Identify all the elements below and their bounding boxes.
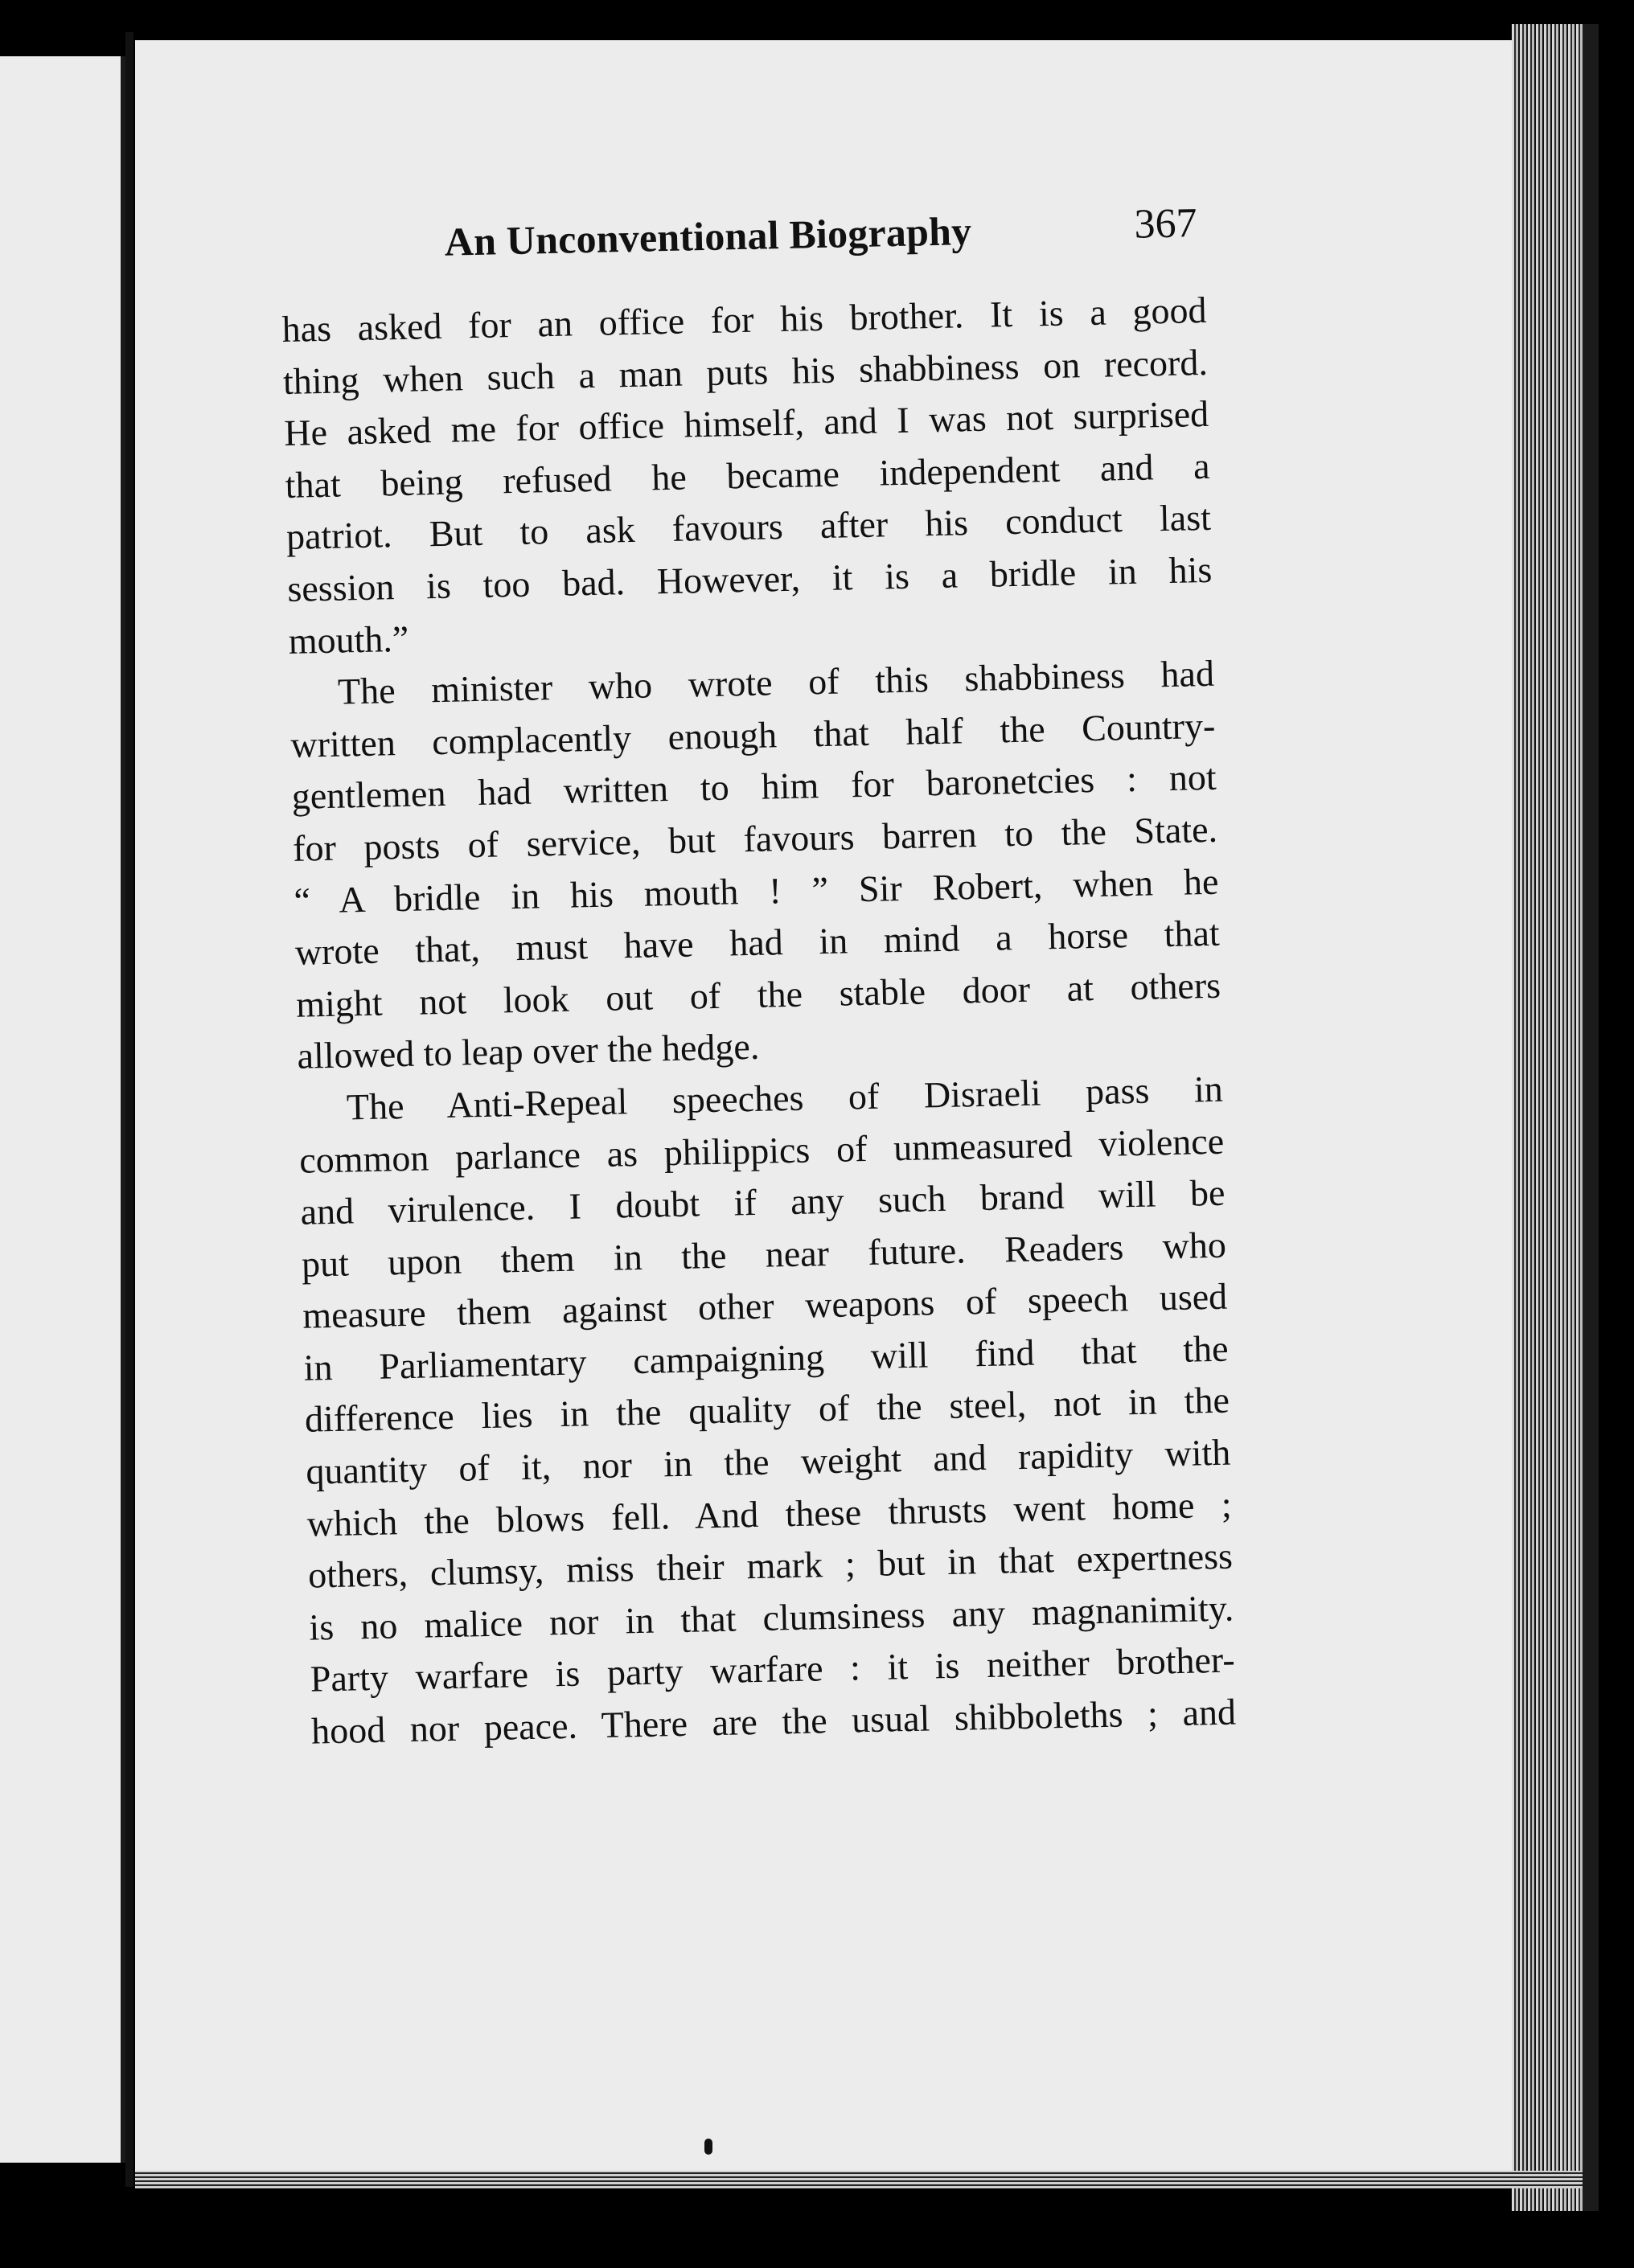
text-line: He asked me for office himself, and I was not surprised <box>283 393 1209 454</box>
text-line: allowed to leap over the hedge. <box>297 1026 760 1077</box>
text-line: thing when such a man puts his shabbiness on record. <box>282 341 1209 402</box>
text-line: mouth.” <box>288 617 409 662</box>
text-line: written complacently enough that half the Country- <box>289 704 1216 765</box>
book-gutter <box>125 32 133 2187</box>
text-line: measure them against other weapons of speech used <box>302 1275 1228 1336</box>
page-number: 367 <box>1133 200 1198 248</box>
text-line: session is too bad. However, it is a bridle in his <box>286 548 1213 609</box>
text-line: quantity of it, nor in the weight and rapidity with <box>305 1431 1231 1492</box>
text-line: The minister who wrote of this shabbiness had <box>337 652 1215 712</box>
text-line: that being refused he became independent and a <box>285 445 1210 506</box>
ink-speck <box>704 2139 712 2155</box>
text-line: patriot. But to ask favours after his conduct last <box>285 497 1212 558</box>
text-line: difference lies in the quality of the steel, not in the <box>304 1380 1230 1441</box>
body-text <box>281 285 1237 1757</box>
text-line: and virulence. I doubt if any such brand will be <box>300 1171 1226 1232</box>
text-line: hood nor peace. There are the usual shibboleths ; and <box>310 1691 1237 1752</box>
text-line: others, clumsy, miss their mark ; but in that expertness <box>307 1535 1234 1596</box>
text-line: “ A bridle in his mouth ! ” Sir Robert, when he <box>294 860 1219 921</box>
text-line: common parlance as philippics of unmeasured violence <box>298 1120 1225 1181</box>
text-line: Party warfare is party warfare : it is neither brother- <box>310 1638 1236 1700</box>
facing-page-edge <box>0 56 125 2163</box>
text-line: gentlemen had written to him for baronetcies : not <box>291 757 1217 818</box>
text-line: wrote that, must have had in mind a horse that <box>294 912 1221 973</box>
running-title: An Unconventional Biography <box>444 208 972 265</box>
page-stack-edge <box>1512 24 1584 2211</box>
text-line: put upon them in the near future. Readers who <box>301 1224 1227 1285</box>
running-header <box>434 195 1208 291</box>
text-line: The Anti-Repeal speeches of Disraeli pass in <box>346 1068 1224 1128</box>
text-line: which the blows fell. And these thrusts went home ; <box>306 1483 1233 1544</box>
text-line: in Parliamentary campaigning will find that the <box>303 1327 1229 1388</box>
text-line: for posts of service, but favours barren to the State. <box>292 808 1218 869</box>
text-line: is no malice nor in that clumsiness any magnanimity. <box>308 1587 1234 1648</box>
text-line: might not look out of the stable door at others <box>295 964 1221 1025</box>
text-line: has asked for an office for his brother. It is a good <box>281 289 1207 350</box>
bottom-page-stack <box>135 2171 1583 2188</box>
page-stack-shadow <box>1583 24 1599 2211</box>
